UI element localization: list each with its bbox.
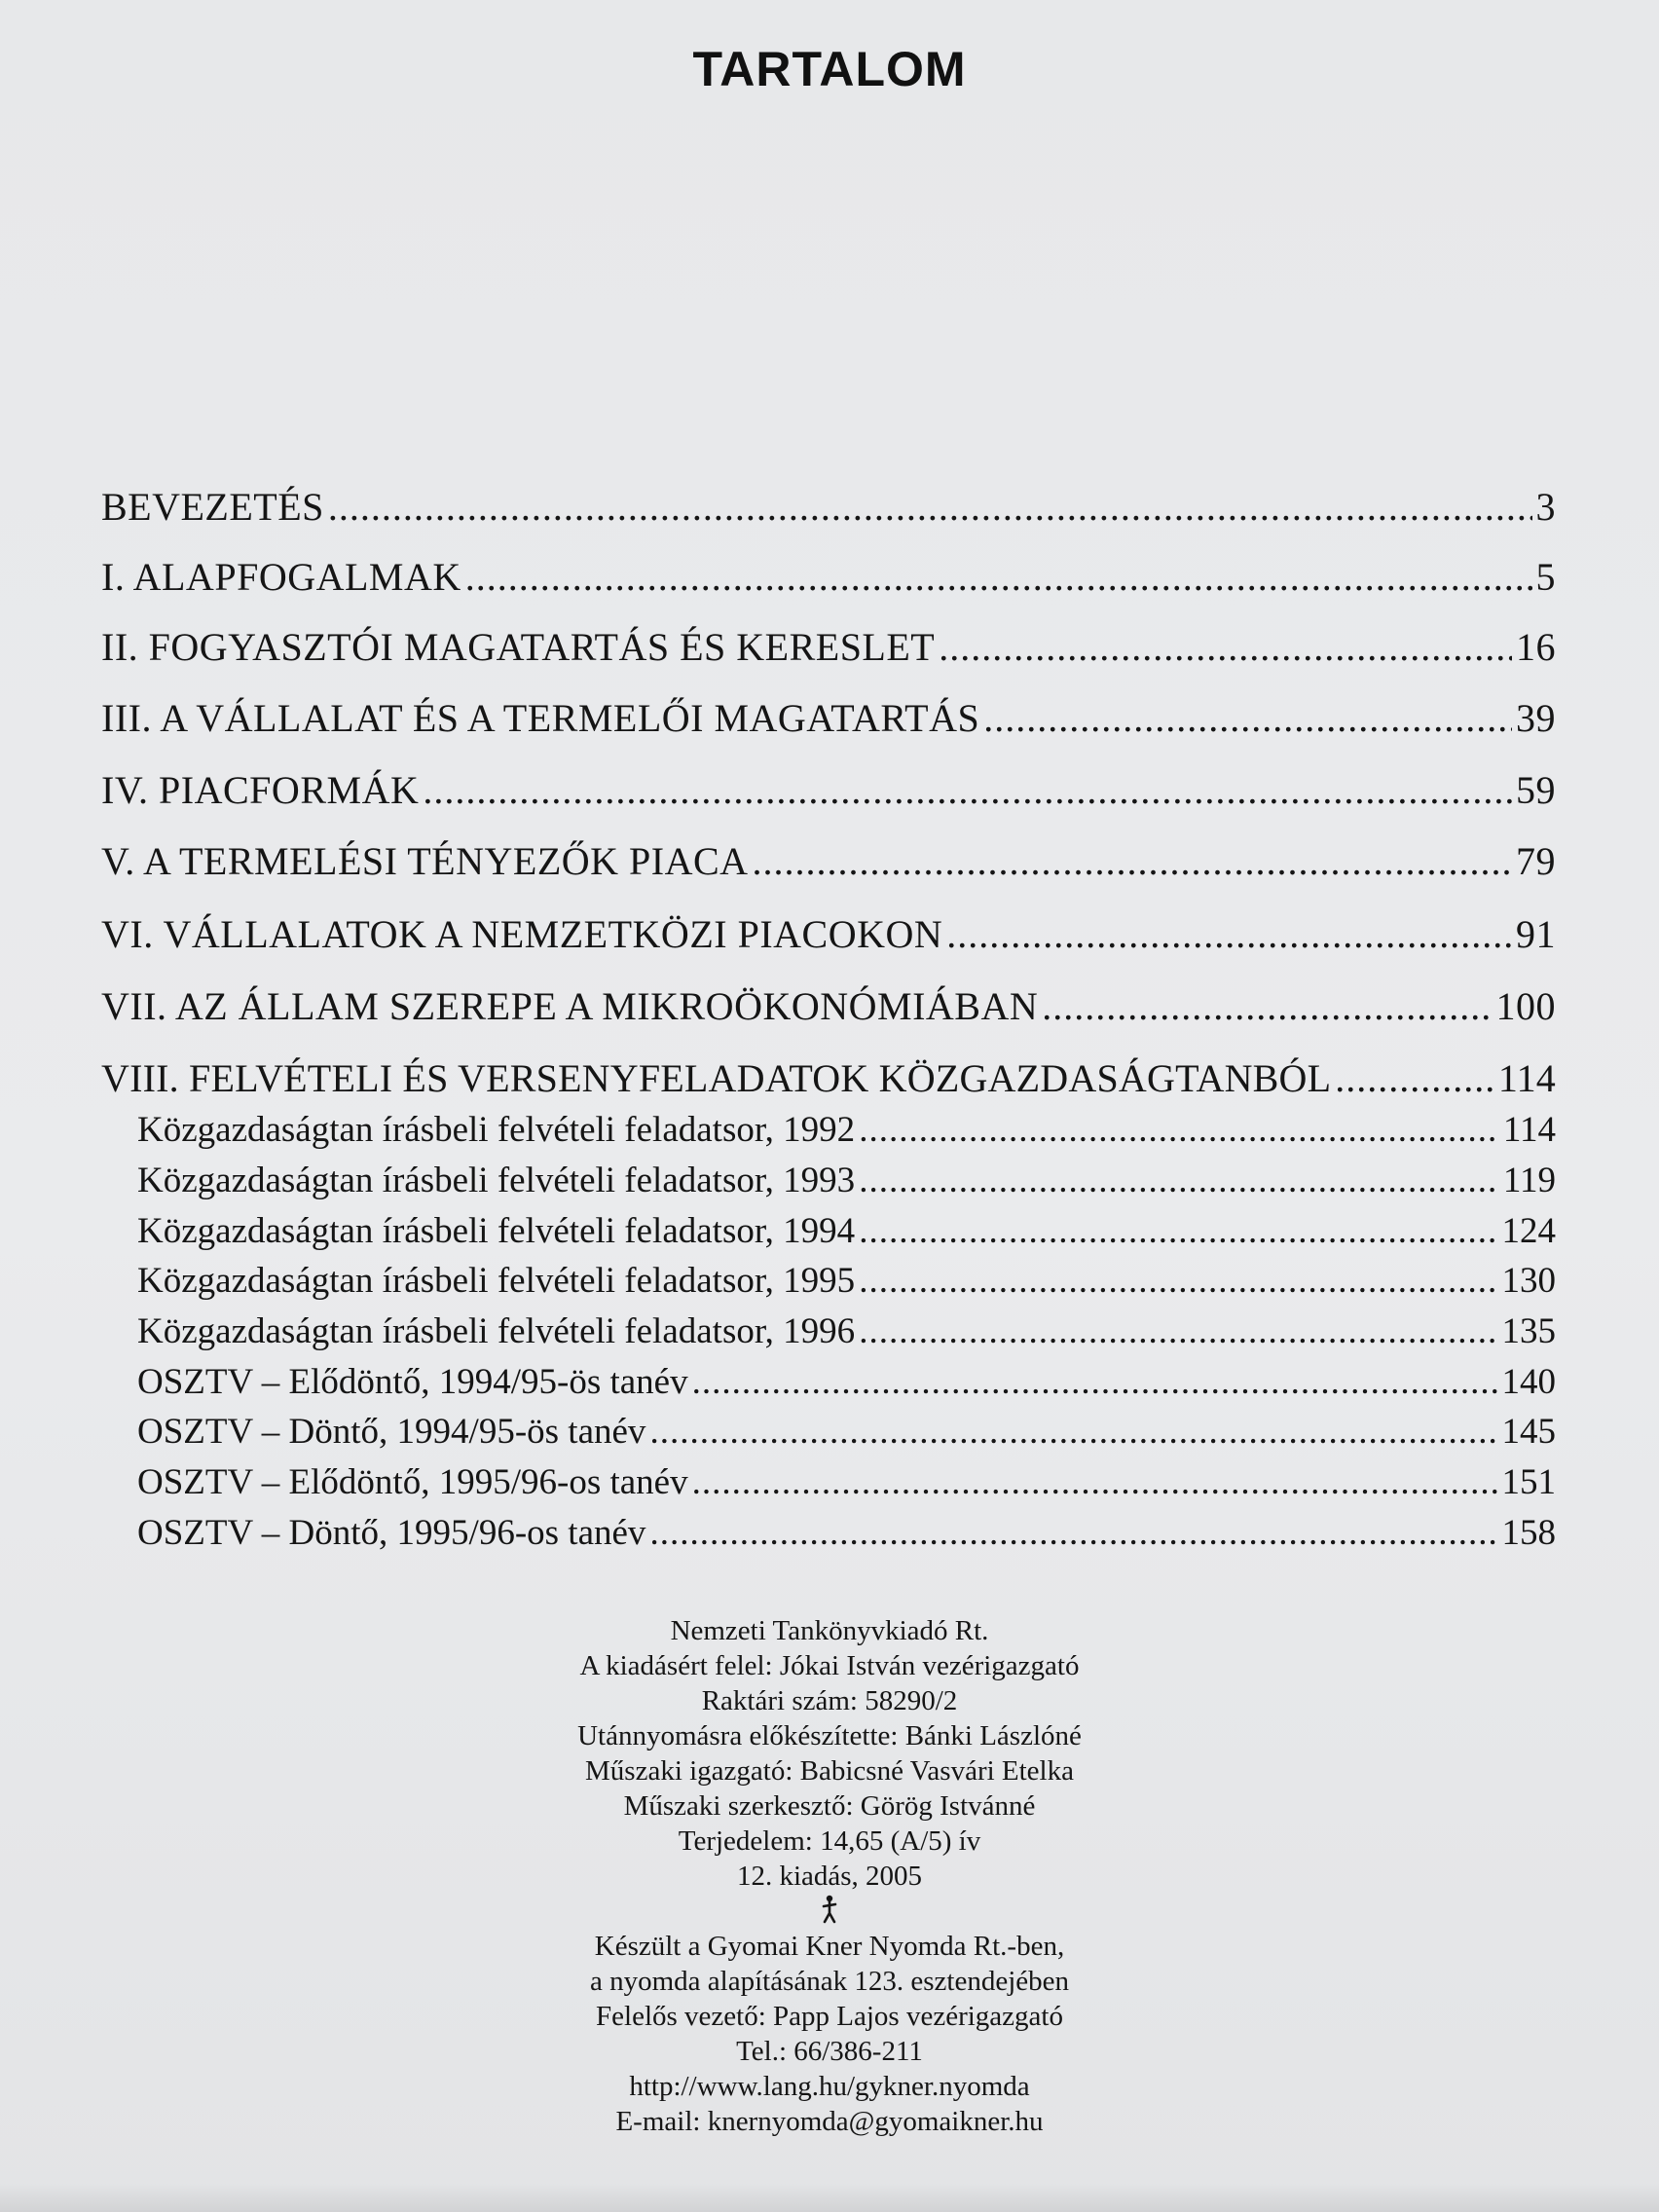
printer-phone-line: Tel.: 66/386-211	[736, 2036, 923, 2067]
toc-entry-page: 5	[1535, 555, 1556, 599]
toc-entry-title: I. ALAPFOGALMAK	[101, 555, 461, 599]
toc-subentry-page: 130	[1501, 1261, 1556, 1301]
toc-subentry	[137, 1210, 1556, 1252]
toc-entry	[101, 1055, 1556, 1101]
publisher-responsible-line: A kiadásért felel: Jókai István vezérigazgató	[579, 1650, 1080, 1681]
toc-entry	[101, 911, 1556, 957]
toc-subentry-page: 119	[1502, 1161, 1556, 1200]
toc-entry	[101, 484, 1556, 530]
toc-leader	[692, 1461, 1498, 1503]
printer-manager-line: Felelős vezető: Papp Lajos vezérigazgató	[596, 2001, 1063, 2032]
printer-email-line: E-mail: knernyomda@gyomaikner.hu	[615, 2106, 1044, 2137]
toc-entry-title: III. A VÁLLALAT ÉS A TERMELŐI MAGATARTÁS	[101, 696, 980, 740]
toc-entry-page: 3	[1535, 485, 1556, 529]
toc-subentry-title: Közgazdaságtan írásbeli felvételi feladatsor, 1995	[137, 1261, 856, 1301]
toc-entry-page: 114	[1497, 1056, 1556, 1100]
toc-leader	[859, 1210, 1497, 1252]
toc-subentry-title: OSZTV – Döntő, 1994/95-ös tanév	[137, 1412, 646, 1452]
toc-leader	[465, 554, 1532, 600]
toc-subentry	[137, 1512, 1556, 1554]
toc-subentry	[137, 1461, 1556, 1503]
toc-subentry	[137, 1411, 1556, 1453]
toc-subentry-page: 135	[1501, 1311, 1556, 1351]
toc-entry-title: IV. PIACFORMÁK	[101, 768, 420, 812]
toc-entry-page: 91	[1516, 912, 1556, 956]
toc-entry	[101, 983, 1556, 1029]
publisher-line: Nemzeti Tankönyvkiadó Rt.	[670, 1615, 989, 1646]
page-bottom-shadow	[0, 2183, 1659, 2212]
toc-entry	[101, 695, 1556, 741]
toc-leader	[1042, 983, 1492, 1029]
toc-leader	[423, 767, 1512, 813]
toc-entry-page: 16	[1516, 625, 1556, 669]
toc-subentry-title: Közgazdaságtan írásbeli felvételi feladatsor, 1993	[137, 1161, 856, 1200]
toc-subentry-page: 145	[1501, 1412, 1556, 1452]
page-title: TARTALOM	[692, 42, 967, 96]
toc-leader	[983, 695, 1512, 741]
toc-entry	[101, 838, 1556, 884]
toc-entry-title: VII. AZ ÁLLAM SZEREPE A MIKROÖKONÓMIÁBAN	[101, 984, 1039, 1028]
toc-subentry-title: Közgazdaságtan írásbeli felvételi feladatsor, 1996	[137, 1311, 856, 1351]
reprint-prepared-line: Utánnyomásra előkészítette: Bánki Lászlóné	[577, 1720, 1082, 1751]
toc-leader	[649, 1512, 1497, 1554]
toc-entry-title: V. A TERMELÉSI TÉNYEZŐK PIACA	[101, 839, 749, 883]
technical-editor-line: Műszaki szerkesztő: Görög Istvánné	[623, 1790, 1036, 1822]
toc-subentry-page: 151	[1501, 1462, 1556, 1502]
toc-entry	[101, 767, 1556, 813]
toc-leader	[692, 1361, 1498, 1403]
toc-entry-title: VI. VÁLLALATOK A NEMZETKÖZI PIACOKON	[101, 912, 943, 956]
extent-line: Terjedelem: 14,65 (A/5) ív	[678, 1825, 981, 1857]
toc-subentry-page: 158	[1501, 1513, 1556, 1553]
toc-leader	[328, 484, 1532, 530]
toc-subentry-page: 124	[1501, 1211, 1556, 1251]
toc-leader	[1335, 1055, 1494, 1101]
toc-subentry-page: 140	[1501, 1362, 1556, 1402]
toc-entry	[101, 554, 1556, 600]
toc-entry-page: 100	[1495, 984, 1556, 1028]
toc-entry-page: 59	[1516, 768, 1556, 812]
printer-line: Készült a Gyomai Kner Nyomda Rt.-ben,	[594, 1931, 1065, 1962]
toc-leader	[939, 624, 1512, 670]
toc-subentry-title: OSZTV – Döntő, 1995/96-os tanév	[137, 1513, 646, 1553]
toc-entry	[101, 624, 1556, 670]
toc-entry-title: VIII. FELVÉTELI ÉS VERSENYFELADATOK KÖZGAZDASÁGTANBÓL	[101, 1056, 1332, 1100]
technical-director-line: Műszaki igazgató: Babicsné Vasvári Etelka	[585, 1755, 1074, 1787]
toc-leader	[859, 1160, 1499, 1201]
toc-subentry	[137, 1160, 1556, 1201]
toc-subentry-title: OSZTV – Elődöntő, 1994/95-ös tanév	[137, 1362, 688, 1402]
toc-subentry-page: 114	[1502, 1110, 1556, 1150]
toc-leader	[946, 911, 1512, 957]
toc-leader	[859, 1260, 1497, 1302]
printer-founding-line: a nyomda alapításának 123. esztendejében	[590, 1966, 1069, 1997]
toc-subentry	[137, 1361, 1556, 1403]
toc-entry-title: II. FOGYASZTÓI MAGATARTÁS ÉS KERESLET	[101, 625, 936, 669]
toc-entry-page: 39	[1516, 696, 1556, 740]
toc-entry-page: 79	[1516, 839, 1556, 883]
toc-leader	[753, 838, 1512, 884]
toc-leader	[859, 1310, 1497, 1352]
toc-subentry	[137, 1109, 1556, 1151]
toc-subentry	[137, 1260, 1556, 1302]
toc-leader	[859, 1109, 1499, 1151]
toc-subentry-title: Közgazdaságtan írásbeli felvételi feladatsor, 1992	[137, 1110, 856, 1150]
stock-number-line: Raktári szám: 58290/2	[701, 1685, 958, 1716]
edition-line: 12. kiadás, 2005	[736, 1861, 923, 1892]
colophon	[0, 1613, 1659, 2139]
toc-subentry	[137, 1310, 1556, 1352]
toc-subentry-title: Közgazdaságtan írásbeli felvételi feladatsor, 1994	[137, 1211, 856, 1251]
toc-entry-title: BEVEZETÉS	[101, 485, 324, 529]
toc-subentry-title: OSZTV – Elődöntő, 1995/96-os tanév	[137, 1462, 688, 1502]
printer-logo-icon	[0, 1894, 1659, 1929]
toc-leader	[649, 1411, 1497, 1453]
printer-website-line: http://www.lang.hu/gykner.nyomda	[629, 2071, 1030, 2102]
